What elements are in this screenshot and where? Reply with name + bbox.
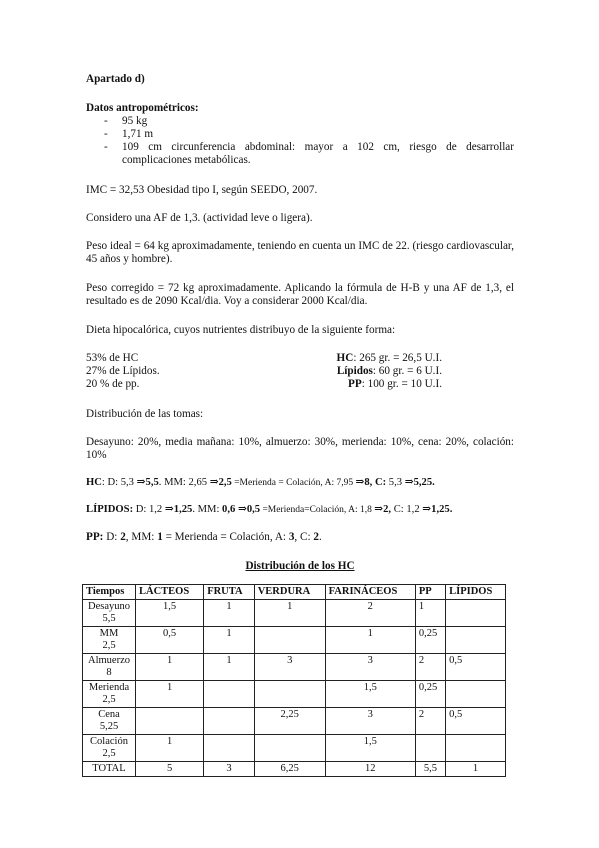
distribucion-tomas-heading: Distribución de las tomas: [86,408,204,420]
total-label-cell: TOTAL [83,762,136,777]
fruta-cell [204,708,255,735]
section-title: Apartado d) [86,73,145,85]
macro-left: 20 % de pp. [86,378,140,390]
farinaceos-cell: 1 [325,627,415,654]
hc-distribution-table [82,584,506,777]
meal-cell: Merienda 2,5 [83,681,136,708]
lipidos-cell [446,627,506,654]
farinaceos-cell: 3 [325,708,415,735]
macro-left: 27% de Lípidos. [86,365,160,377]
dieta-paragraph: Dieta hipocalórica, cuyos nutrientes distribuyo de la siguiente forma: [86,324,396,336]
lipidos-cell [446,735,506,762]
table-row [83,708,506,735]
total-fruta-cell: 3 [204,762,255,777]
verdura-cell: 3 [254,654,325,681]
arrow-icon: ⇒ [237,504,247,515]
total-farinaceos-cell: 12 [325,762,415,777]
lipidos-cell: 0,5 [446,708,506,735]
anthro-list [86,115,514,167]
total-lipidos-cell: 1 [446,762,506,777]
pp-cell: 2 [415,654,445,681]
macro-row-lipidos [86,365,442,378]
table-row [83,654,506,681]
table-header-row [83,585,506,600]
fruta-cell: 1 [204,627,255,654]
pp-cell: 0,25 [415,681,445,708]
header-pp: PP [415,585,445,600]
header-verdura: VERDURA [254,585,325,600]
hc-exchange-line: HC: D: 5,3 ⇒5,5. MM: 2,65 ⇒2,5 =Merienda = Colación, A: 7,95 ⇒8, C: 5,3 ⇒5,25. [86,477,435,488]
macro-left: 53% de HC [86,352,139,364]
header-fruta: FRUTA [204,585,255,600]
verdura-cell [254,627,325,654]
anthro-item-weight: - 95 kg [86,115,514,128]
pp-cell: 2 [415,708,445,735]
lacteos-cell: 0,5 [136,627,204,654]
pp-cell [415,735,445,762]
lacteos-cell: 1 [136,654,204,681]
arrow-icon: ⇒ [136,477,146,488]
lacteos-cell: 1 [136,681,204,708]
af-paragraph: Considero una AF de 1,3. (actividad leve o ligera). [86,212,313,224]
lacteos-cell [136,708,204,735]
macro-row-pp [86,378,442,391]
macro-right: PP: 100 gr. = 10 U.I. [348,378,442,390]
farinaceos-cell: 3 [325,654,415,681]
header-lipidos: LÍPIDOS [446,585,506,600]
total-pp-cell: 5,5 [415,762,445,777]
farinaceos-cell: 1,5 [325,735,415,762]
imc-paragraph: IMC = 32,53 Obesidad tipo I, según SEEDO, 2007. [86,184,318,196]
meal-cell: Cena 5,25 [83,708,136,735]
fruta-cell: 1 [204,654,255,681]
total-lacteos-cell: 5 [136,762,204,777]
lacteos-cell: 1 [136,735,204,762]
meal-cell: Almuerzo 8 [83,654,136,681]
lacteos-cell: 1,5 [136,600,204,627]
lipidos-cell: 0,5 [446,654,506,681]
fruta-cell [204,735,255,762]
anthro-item-height: - 1,71 m [86,128,514,141]
verdura-cell [254,681,325,708]
fruta-cell [204,681,255,708]
pp-cell: 0,25 [415,627,445,654]
macro-row-hc [86,352,442,365]
verdura-cell [254,735,325,762]
lipidos-cell [446,600,506,627]
peso-ideal-paragraph: Peso ideal = 64 kg aproximadamente, teniendo en cuenta un IMC de 22. (riesgo cardiovascular, 45 años y hombre). [86,240,514,265]
table-row [83,735,506,762]
table-row [83,600,506,627]
arrow-icon: ⇒ [355,477,365,488]
peso-corregido-paragraph: Peso corregido = 72 kg aproximadamente. Aplicando la fórmula de H-B y una AF de 1,3, el resultado es de 2090 Kcal/dia. Voy a considerar 2000 Kcal/dia. [86,282,514,307]
macro-right: HC: 265 gr. = 26,5 U.I. [336,352,442,364]
arrow-icon: ⇒ [422,504,432,515]
lipidos-cell [446,681,506,708]
table-title: Distribución de los HC [245,560,355,572]
arrow-icon: ⇒ [164,504,174,515]
header-lacteos: LÁCTEOS [136,585,204,600]
anthro-item-waist: - 109 cm circunferencia abdominal: mayor a 102 cm, riesgo de desarrollar complicaciones metabólicas. [86,141,514,167]
verdura-cell: 1 [254,600,325,627]
farinaceos-cell: 2 [325,600,415,627]
total-verdura-cell: 6,25 [254,762,325,777]
verdura-cell: 2,25 [254,708,325,735]
farinaceos-cell: 1,5 [325,681,415,708]
header-farinaceos: FARINÁCEOS [325,585,415,600]
table-row [83,627,506,654]
arrow-icon: ⇒ [209,477,219,488]
anthro-heading: Datos antropométricos: [86,102,199,114]
meal-cell: MM 2,5 [83,627,136,654]
table-total-row [83,762,506,777]
arrow-icon: ⇒ [374,504,384,515]
tomas-detalle-paragraph: Desayuno: 20%, media mañana: 10%, almuerzo: 30%, merienda: 10%, cena: 20%, colación: 10% [86,436,514,461]
meal-cell: Desayuno 5,5 [83,600,136,627]
arrow-icon: ⇒ [404,477,414,488]
meal-cell: Colación 2,5 [83,735,136,762]
pp-cell: 1 [415,600,445,627]
pp-exchange-line: PP: D: 2, MM: 1 = Merienda = Colación, A: 3, C: 2. [86,531,322,543]
macros-block [86,352,442,391]
header-tiempos: Tiempos [83,585,136,600]
macro-right: Lípidos: 60 gr. = 6 U.I. [336,365,442,377]
fruta-cell: 1 [204,600,255,627]
lipidos-exchange-line: LÍPIDOS: D: 1,2 ⇒1,25. MM: 0,6 ⇒0,5 =Merienda=Colación, A: 1,8 ⇒2, C: 1,2 ⇒1,25. [86,504,453,515]
table-row [83,681,506,708]
